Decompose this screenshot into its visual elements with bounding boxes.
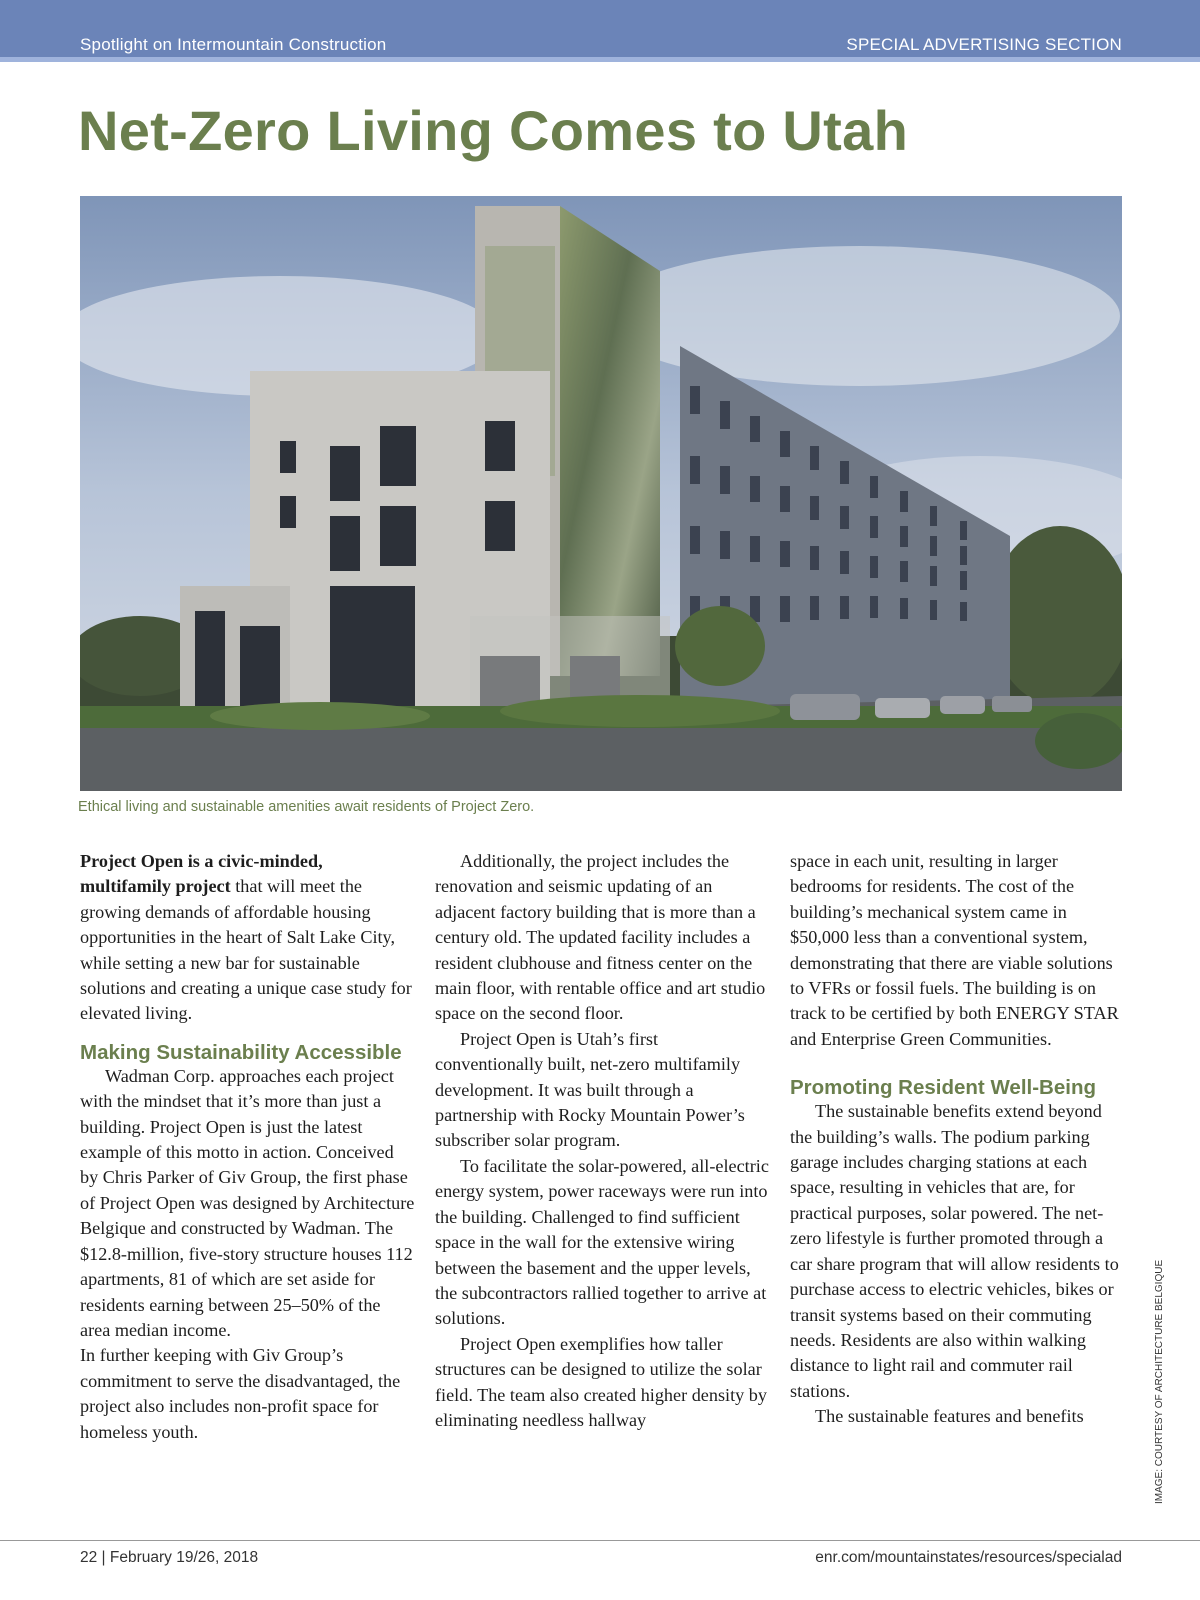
article-column-3: [790, 849, 1125, 1430]
header-bar: [0, 0, 1200, 62]
paragraph: The sustainable benefits extend beyond the building’s walls. The podium parking garage includes charging stations at each space, resulting in vehicles that are, for practical purposes, solar powered. The net-zero lifestyle is further promoted through a car share program that will allow residents to purchase access to electric vehicles, bikes or transit systems based on their commuting needs. Residents are also within walking distance to light rail and commuter rail stations.: [790, 1101, 1119, 1401]
footer-url: enr.com/mountainstates/resources/specialad: [815, 1549, 1122, 1566]
image-credit: IMAGE: COURTESY OF ARCHITECTURE BELGIQUE: [1154, 1259, 1165, 1504]
paragraph: In further keeping with Giv Group’s commitment to serve the disadvantaged, the project also includes non-profit space for homeless youth.: [80, 1345, 401, 1442]
subheading-wellbeing: Promoting Resident Well-Being: [790, 1076, 1096, 1100]
paragraph: Additionally, the project includes the renovation and seismic updating of an adjacent factory building that is more than a century old. The updated facility includes a resident clubhouse and fitness center on the main floor, with rentable office and art studio space on the second floor.: [435, 851, 766, 1024]
image-caption: Ethical living and sustainable amenities await residents of Project Zero.: [78, 799, 535, 815]
footer-divider: [0, 1540, 1200, 1541]
paragraph: Project Open exemplifies how taller structures can be designed to utilize the solar field. The team also created higher density by eliminating needless hallway: [435, 1333, 767, 1430]
article-title: Net-Zero Living Comes to Utah: [78, 99, 909, 162]
lead-paragraph: [80, 849, 415, 1027]
paragraph: To facilitate the solar-powered, all-electric energy system, power raceways were run into the building. Challenged to find sufficient space in the wall for the extensive wiring between the basement and the upper levels, the subcontractors rallied together to arrive at solutions.: [435, 1155, 769, 1329]
subheading-sustainability: Making Sustainability Accessible: [80, 1040, 402, 1064]
lead-bold: Project Open is a civic-minded, multifamily project: [80, 851, 323, 897]
paragraph: Project Open is Utah’s first conventionally built, net-zero multifamily development. It was built through a partnership with Rocky Mountain Power’s subscriber solar program.: [435, 1028, 745, 1151]
paragraph: space in each unit, resulting in larger bedrooms for residents. The cost of the building’s mechanical system came in $50,000 less than a conventional system, demonstrating that there are viable solutions to VFRs or fossil fuels. The building is on track to be certified by both ENERGY STAR and Enterprise Green Communities.: [790, 851, 1119, 1049]
article-column-2: [435, 849, 770, 1433]
paragraph: Wadman Corp. approaches each project with the mindset that it’s more than just a building. Project Open is just the latest example of this motto in action. Conceived by Chris Parker of Giv Group, the first phase of Project Open was designed by Architecture Belgique and constructed by Wadman. The $12.8-million, five-story structure houses 112 apartments, 81 of which are set aside for residents earning between 25–50% of the area median income.: [80, 1065, 415, 1340]
page-info: 22 | February 19/26, 2018: [80, 1549, 259, 1566]
paragraph: The sustainable features and benefits: [815, 1406, 1084, 1427]
lead-text: that will meet the growing demands of affordable housing opportunities in the heart of Salt Lake City, while setting a new bar for sustainable solutions and creating a unique case study for elevated living.: [80, 876, 412, 1024]
article-column-1: [80, 849, 415, 1445]
advertising-label: SPECIAL ADVERTISING SECTION: [846, 35, 1122, 54]
building-rendering-image: [80, 196, 1122, 791]
section-name: Spotlight on Intermountain Construction: [80, 35, 387, 54]
